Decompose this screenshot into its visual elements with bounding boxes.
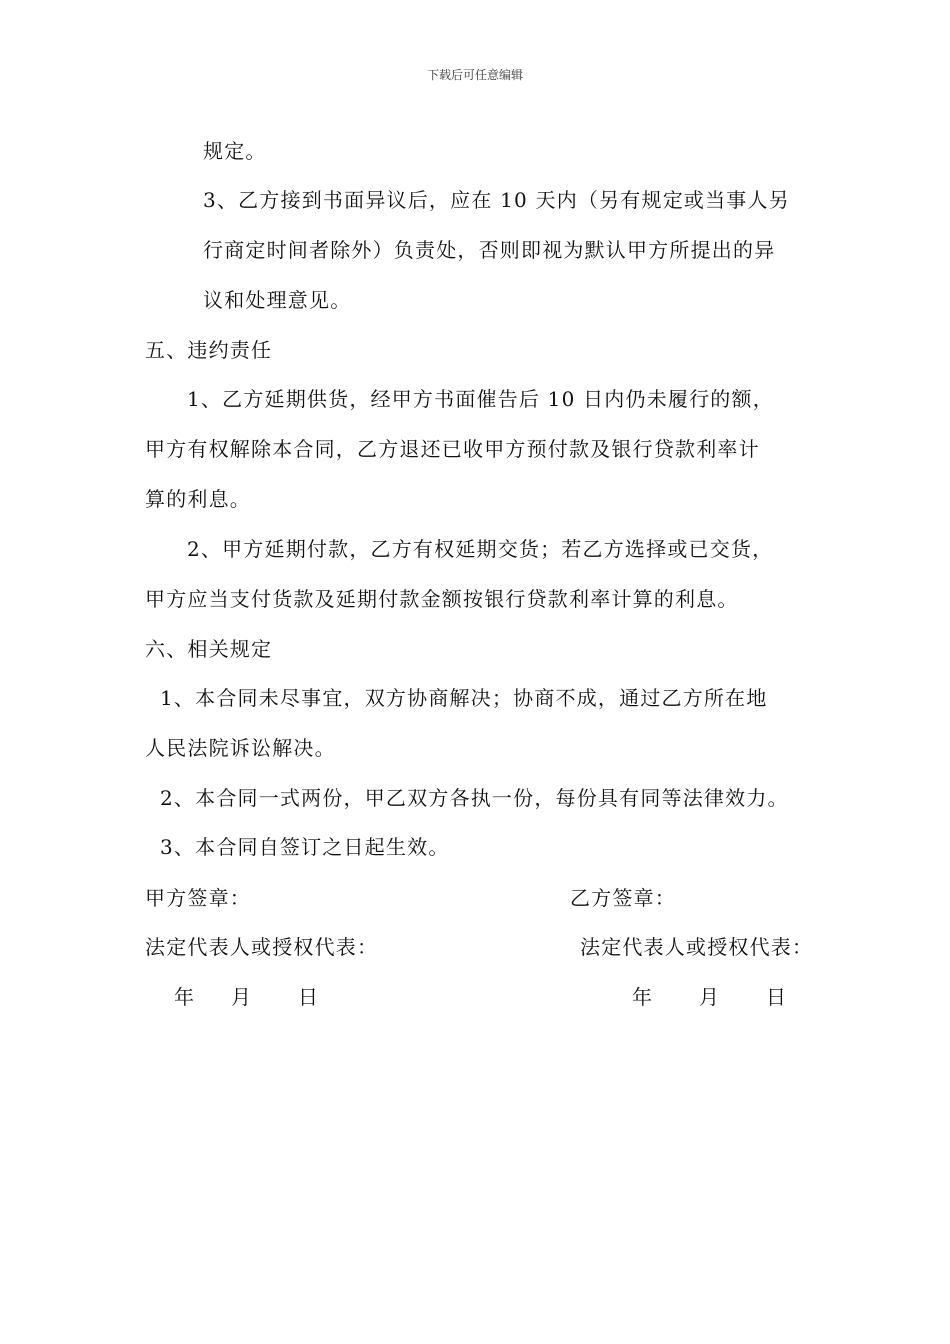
party-a-rep-label: 法定代表人或授权代表： [145,935,379,959]
party-a-year: 年 [174,985,194,1009]
section5-item1-line2: 甲方有权解除本合同，乙方退还已收甲方预付款及银行贷款利率计 [145,437,760,461]
party-b-month: 月 [699,985,719,1009]
section6-item1-line1: 1、本合同未尽事宜，双方协商解决；协商不成，通过乙方所在地 [160,686,768,710]
party-b-day: 日 [766,985,786,1009]
section4-item3-line1: 3、乙方接到书面异议后，应在 10 天内（另有规定或当事人另 [203,188,790,212]
section4-item3-line3: 议和处理意见。 [203,288,352,312]
party-b-rep-label: 法定代表人或授权代表： [580,935,814,959]
section6-item2: 2、本合同一式两份，甲乙双方各执一份，每份具有同等法律效力。 [160,786,789,810]
section5-item2-line2: 甲方应当支付货款及延期付款金额按银行贷款利率计算的利息。 [145,587,739,611]
section4-item3-line2: 行商定时间者除外）负责处，否则即视为默认甲方所提出的异 [203,238,776,262]
section6-heading: 六、相关规定 [145,637,273,661]
section5-item1-line3: 算的利息。 [145,487,251,511]
party-a-day: 日 [298,985,318,1009]
section5-item2-line1: 2、甲方延期付款，乙方有权延期交货；若乙方选择或已交货， [187,537,774,561]
party-a-seal-label: 甲方签章： [145,886,251,910]
party-b-seal-label: 乙方签章： [570,886,676,910]
page-header: 下载后可任意编辑 [426,68,523,82]
section4-tail-text: 规定。 [203,139,267,163]
party-b-year: 年 [632,985,652,1009]
section6-item1-line2: 人民法院诉讼解决。 [145,736,336,760]
section5-heading: 五、违约责任 [145,338,273,362]
section5-item1-line1: 1、乙方延期供货，经甲方书面催告后 10 日内仍未履行的额， [187,387,774,411]
party-a-month: 月 [231,985,251,1009]
section6-item3: 3、本合同自签订之日起生效。 [160,835,450,859]
